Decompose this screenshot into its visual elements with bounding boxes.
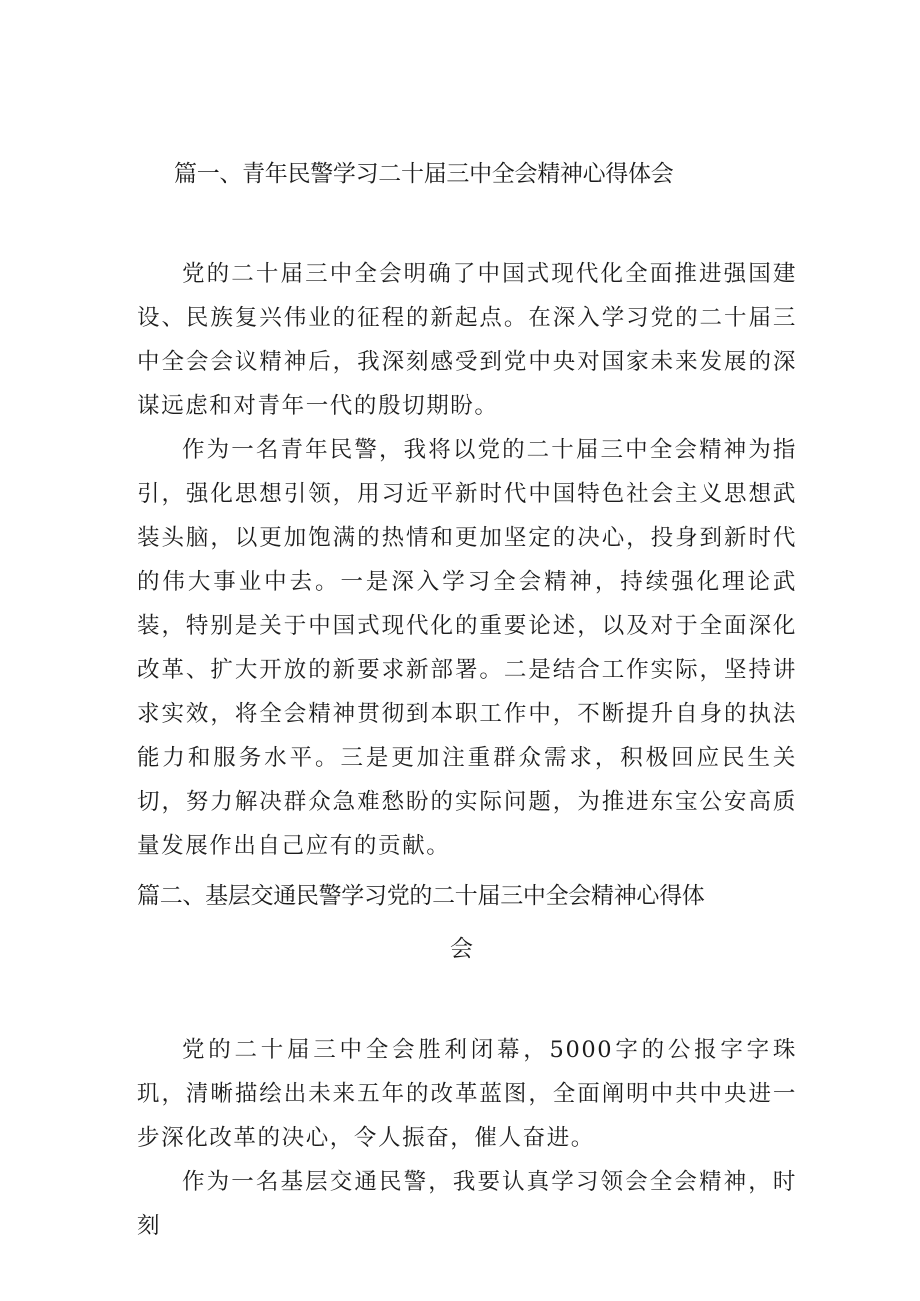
section-1-title: 篇一、青年民警学习二十届三中全会精神心得体会 — [174, 161, 674, 187]
section-1-paragraph-2: 作为一名青年民警，我将以党的二十届三中全会精神为指引，强化思想引领，用习近平新时代中国特色社会主义思想武装头脑，以更加饱满的热情和更加坚定的决心，投身到新时代的伟大事业中去。一是深入学习全会精神，持续强化理论武装，特别是关于中国式现代化的重要论述，以及对于全面深化改革、扩大开放的新要求新部署。二是结合工作实际，坚持讲求实效，将全会精神贯彻到本职工作中，不断提升自身的执法能力和服务水平。三是更加注重群众需求，积极回应民生关切，努力解决群众急难愁盼的实际问题，为推进东宝公安高质量发展作出自己应有的贡献。 — [137, 437, 797, 859]
section-2-paragraph-1: 党的二十届三中全会胜利闭幕，5000字的公报字字珠玑，清晰描绘出未来五年的改革蓝图，全面阐明中共中央进一步深化改革的决心，令人振奋，催人奋进。 — [137, 1037, 797, 1151]
section-2-title-line-2: 会 — [450, 936, 473, 962]
section-2-title-line-1: 篇二、基层交通民警学习党的二十届三中全会精神心得体 — [137, 883, 705, 909]
section-2-paragraph-2: 作为一名基层交通民警，我要认真学习领会全会精神，时刻 — [137, 1169, 797, 1239]
section-1-paragraph-1: 党的二十届三中全会明确了中国式现代化全面推进强国建设、民族复兴伟业的征程的新起点。在深入学习党的二十届三中全会会议精神后，我深刻感受到党中央对国家未来发展的深谋远虑和对青年一代的殷切期盼。 — [137, 261, 797, 419]
